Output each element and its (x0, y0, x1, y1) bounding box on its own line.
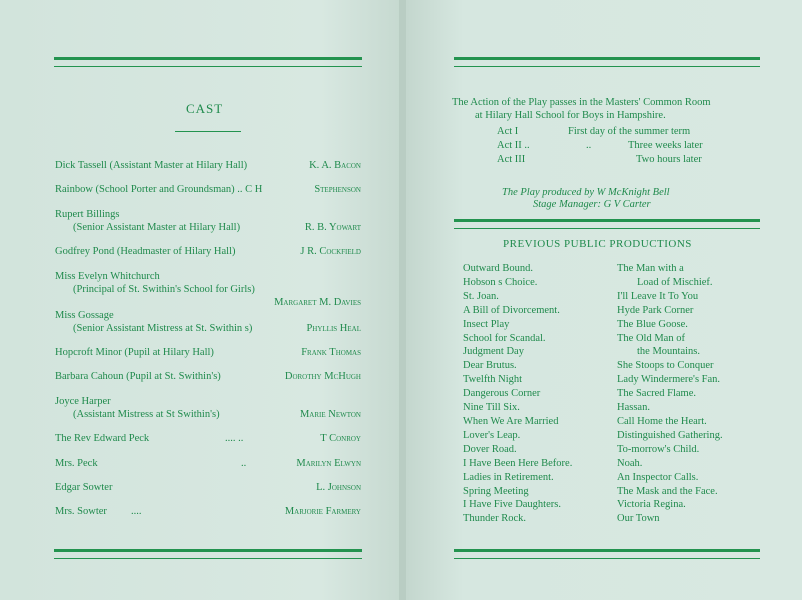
production-item: Spring Meeting (463, 485, 529, 497)
production-item: Lady Windermere's Fan. (617, 374, 721, 386)
production-item: An Inspector Calls. (617, 471, 699, 483)
production-item: Nine Till Six. (463, 402, 520, 414)
production-item: The Sacred Flame. (617, 388, 697, 400)
role-name: Miss Evelyn Whitchurch (55, 271, 160, 282)
role-name: Godfrey Pond (Headmaster of Hilary Hall) (55, 246, 236, 257)
act-label: Act II .. (497, 140, 530, 151)
producer-credit: The Play produced by W McKnight Bell (502, 187, 670, 198)
actor-name: Dorothy McHugh (284, 371, 361, 382)
production-item: Call Home the Heart. (617, 415, 707, 427)
role-name: Joyce Harper (55, 396, 111, 407)
production-item: Noah. (617, 457, 643, 469)
production-item: She Stoops to Conquer (617, 360, 714, 372)
leader-dots: .... .. (225, 433, 244, 444)
act-time: Three weeks later (628, 140, 703, 151)
production-item: Lover's Leap. (463, 429, 521, 441)
production-item: I Have Been Here Before. (463, 457, 573, 469)
production-item: Twelfth Night (463, 374, 523, 386)
production-item: Hassan. (617, 402, 650, 414)
role-name: The Rev Edward Peck (55, 433, 150, 444)
actor-name: J R. Cockfield (300, 246, 361, 257)
role-name: Rupert Billings (55, 209, 120, 220)
cast-underline (175, 131, 241, 132)
production-item: Dear Brutus. (463, 360, 517, 372)
production-item: Hyde Park Corner (617, 304, 694, 316)
role-name: Miss Gossage (55, 310, 114, 321)
cast-title: CAST (186, 101, 224, 116)
production-item: The Blue Goose. (617, 318, 688, 330)
actor-name: K. A. Bacon (309, 160, 361, 171)
production-item: The Old Man of (617, 332, 685, 344)
role-name: Dick Tassell (Assistant Master at Hilary Hall) (55, 160, 248, 171)
act-time: Two hours later (636, 154, 702, 165)
leader-dots: .. (586, 140, 592, 151)
production-item: School for Scandal. (463, 332, 546, 344)
production-item: Outward Bound. (463, 263, 533, 274)
page-fold (399, 0, 406, 600)
productions-column-2 (617, 262, 723, 526)
production-item: Victoria Regina. (617, 499, 686, 511)
production-item: Distinguished Gathering. (617, 429, 723, 441)
act-label: Act III (497, 154, 526, 165)
role-name: Mrs. Sowter (55, 506, 107, 517)
production-item: Judgment Day (463, 346, 524, 358)
actor-name: Marjorie Farmery (284, 506, 361, 517)
role-description: (Senior Assistant Mistress at St. Swithin s) (73, 323, 253, 334)
actor-name: Marilyn Elwyn (296, 458, 361, 469)
actor-name: T Conroy (320, 433, 361, 444)
act-label: Act I (497, 126, 519, 137)
actor-name: Margaret M. Davies (274, 297, 361, 308)
bottom-rule-left (54, 549, 362, 559)
production-item: Dangerous Corner (463, 388, 541, 400)
role-description: (Senior Assistant Master at Hilary Hall) (73, 222, 241, 233)
actor-name: Frank Thomas (301, 347, 361, 358)
role-name: Rainbow (School Porter and Groundsman) .. C H (55, 184, 263, 195)
middle-rule-right (454, 219, 760, 229)
production-item: Insect Play (463, 318, 510, 330)
actor-name: Stephenson (314, 184, 361, 195)
leader-dots: .... (131, 506, 142, 517)
stage-manager-credit: Stage Manager: G V Carter (533, 199, 651, 210)
role-description: (Assistant Mistress at St Swithin's) (73, 409, 220, 420)
role-name: Hopcroft Minor (Pupil at Hilary Hall) (55, 347, 214, 358)
production-item: the Mountains. (637, 346, 700, 358)
production-item: Dover Road. (463, 443, 517, 455)
top-rule-right (454, 57, 760, 67)
actor-name: Marie Newton (299, 409, 361, 420)
production-item: Thunder Rock. (463, 513, 526, 525)
production-item: A Bill of Divorcement. (463, 304, 560, 316)
productions-column-1 (463, 262, 572, 526)
action-line-1: The Action of the Play passes in the Masters' Common Room (452, 97, 711, 108)
actor-name: L. Johnson (316, 482, 361, 493)
production-item: Ladies in Retirement. (463, 471, 554, 483)
production-item: The Man with a (617, 263, 684, 274)
production-item: To-morrow's Child. (617, 443, 700, 455)
action-line-2: at Hilary Hall School for Boys in Hampshire. (475, 110, 666, 121)
previous-productions-title: PREVIOUS PUBLIC PRODUCTIONS (503, 238, 692, 250)
leader-dots: .. (241, 458, 247, 469)
role-name: Edgar Sowter (55, 482, 113, 493)
production-item: I Have Five Daughters. (463, 499, 561, 511)
production-item: Our Town (617, 513, 660, 525)
production-item: I'll Leave It To You (617, 290, 699, 302)
role-description: (Principal of St. Swithin's School for Girls) (73, 284, 255, 295)
production-item: Load of Mischief. (637, 276, 713, 288)
role-name: Mrs. Peck (55, 458, 98, 469)
bottom-rule-right (454, 549, 760, 559)
production-item: Hobson s Choice. (463, 276, 538, 288)
top-rule-left (54, 57, 362, 67)
act-time: First day of the summer term (568, 126, 691, 137)
production-item: St. Joan. (463, 290, 499, 302)
role-name: Barbara Cahoun (Pupil at St. Swithin's) (55, 371, 221, 382)
actor-name: R. B. Yowart (304, 222, 361, 233)
production-item: The Mask and the Face. (617, 485, 718, 497)
production-item: When We Are Married (463, 415, 559, 427)
actor-name: Phyllis Heal (306, 323, 361, 334)
